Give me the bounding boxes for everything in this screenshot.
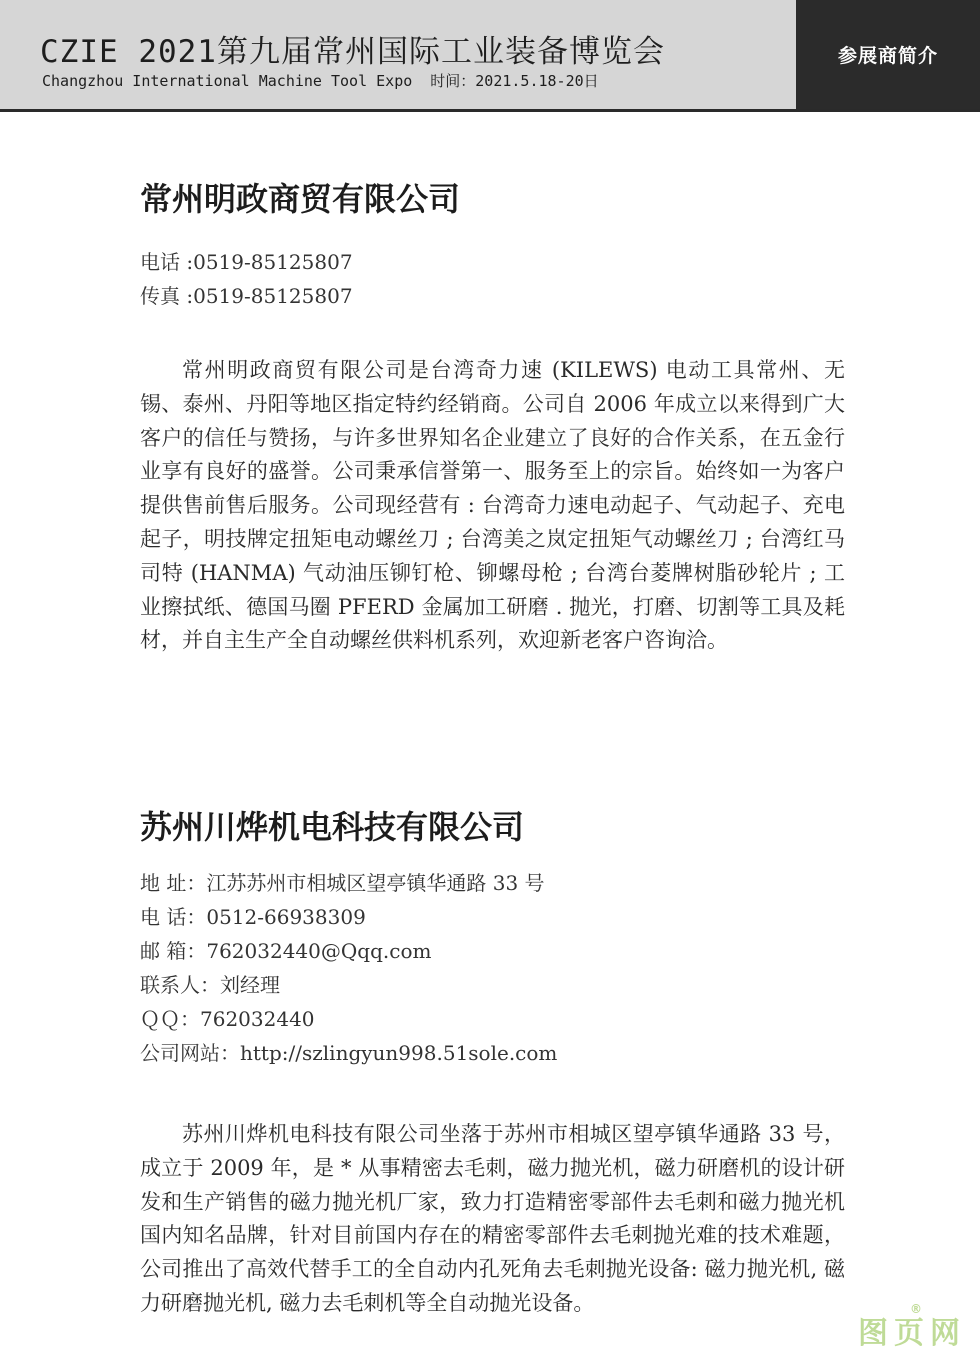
expo-english-name: Changzhou International Machine Tool Expo: [42, 72, 413, 90]
watermark-text: 图页网: [858, 1316, 966, 1351]
site-watermark: [858, 1302, 966, 1352]
website-line: 公司网站：http://szlingyun998.51sole.com: [140, 1041, 558, 1065]
phone-line: 电 话：0512-66938309: [140, 905, 366, 929]
expo-date: 时间：2021.5.18-20日: [430, 72, 599, 90]
section-tag: 参展商简介: [796, 0, 980, 109]
email-line: 邮 箱：762032440@Qqq.com: [140, 939, 432, 963]
company-name: 常州明政商贸有限公司: [140, 180, 461, 218]
contact-person-line: 联系人：刘经理: [140, 973, 280, 997]
expo-subtitle: [42, 70, 599, 91]
phone-line: 电话 :0519-85125807: [140, 250, 353, 274]
page-header: [0, 0, 980, 112]
expo-title: CZIE 2021第九届常州国际工业装备博览会: [40, 34, 665, 70]
company-description: 常州明政商贸有限公司是台湾奇力速 (KILEWS) 电动工具常州、无锡、泰州、丹阳等地区指定特约经销商。公司自 2006 年成立以来得到广大客户的信任与赞扬，与许多世界知名企业建立了良好的合作关系，在五金行业享有良好的盛誉。公司秉承信誉第一、服务至上的宗旨。始终如一为客户提供售前售后服务。公司现经营有 : 台湾奇力速电动起子、气动起子、充电起子，明技牌定扭矩电动螺丝刀 ; 台湾美之岚定扭矩气动螺丝刀 ; 台湾红马司特 (HANMA) 气动油压铆钉枪、铆螺母枪 ; 台湾台菱牌树脂砂轮片 ; 工业擦拭纸、德国马圈 PFERD 金属加工研磨 . 抛光，打磨、切割等工具及耗材，并自主生产全自动螺丝供料机系列，欢迎新老客户咨询洽。: [140, 358, 845, 653]
company-description: 苏州川烨机电科技有限公司坐落于苏州市相城区望亭镇华通路 33 号，成立于 2009 年，是 * 从事精密去毛刺，磁力抛光机，磁力研磨机的设计研发和生产销售的磁力抛光机厂家，致力打造精密零部件去毛刺和磁力抛光机国内知名品牌，针对目前国内存在的精密零部件去毛刺抛光难的技术难题，公司推出了高效代替手工的全自动内孔死角去毛刺抛光设备: 磁力抛光机, 磁力研磨抛光机, 磁力去毛刺机等全自动抛光设备。: [140, 1122, 845, 1315]
company-contact-info: [140, 245, 353, 313]
address-line: 地 址：江苏苏州市相城区望亭镇华通路 33 号: [140, 871, 545, 895]
fax-line: 传真 :0519-85125807: [140, 284, 353, 308]
qq-line: ＱＱ：762032440: [140, 1007, 315, 1031]
company-contact-info: [140, 866, 557, 1070]
company-name: 苏州川烨机电科技有限公司: [140, 808, 525, 846]
registered-mark: ®: [910, 1302, 922, 1316]
